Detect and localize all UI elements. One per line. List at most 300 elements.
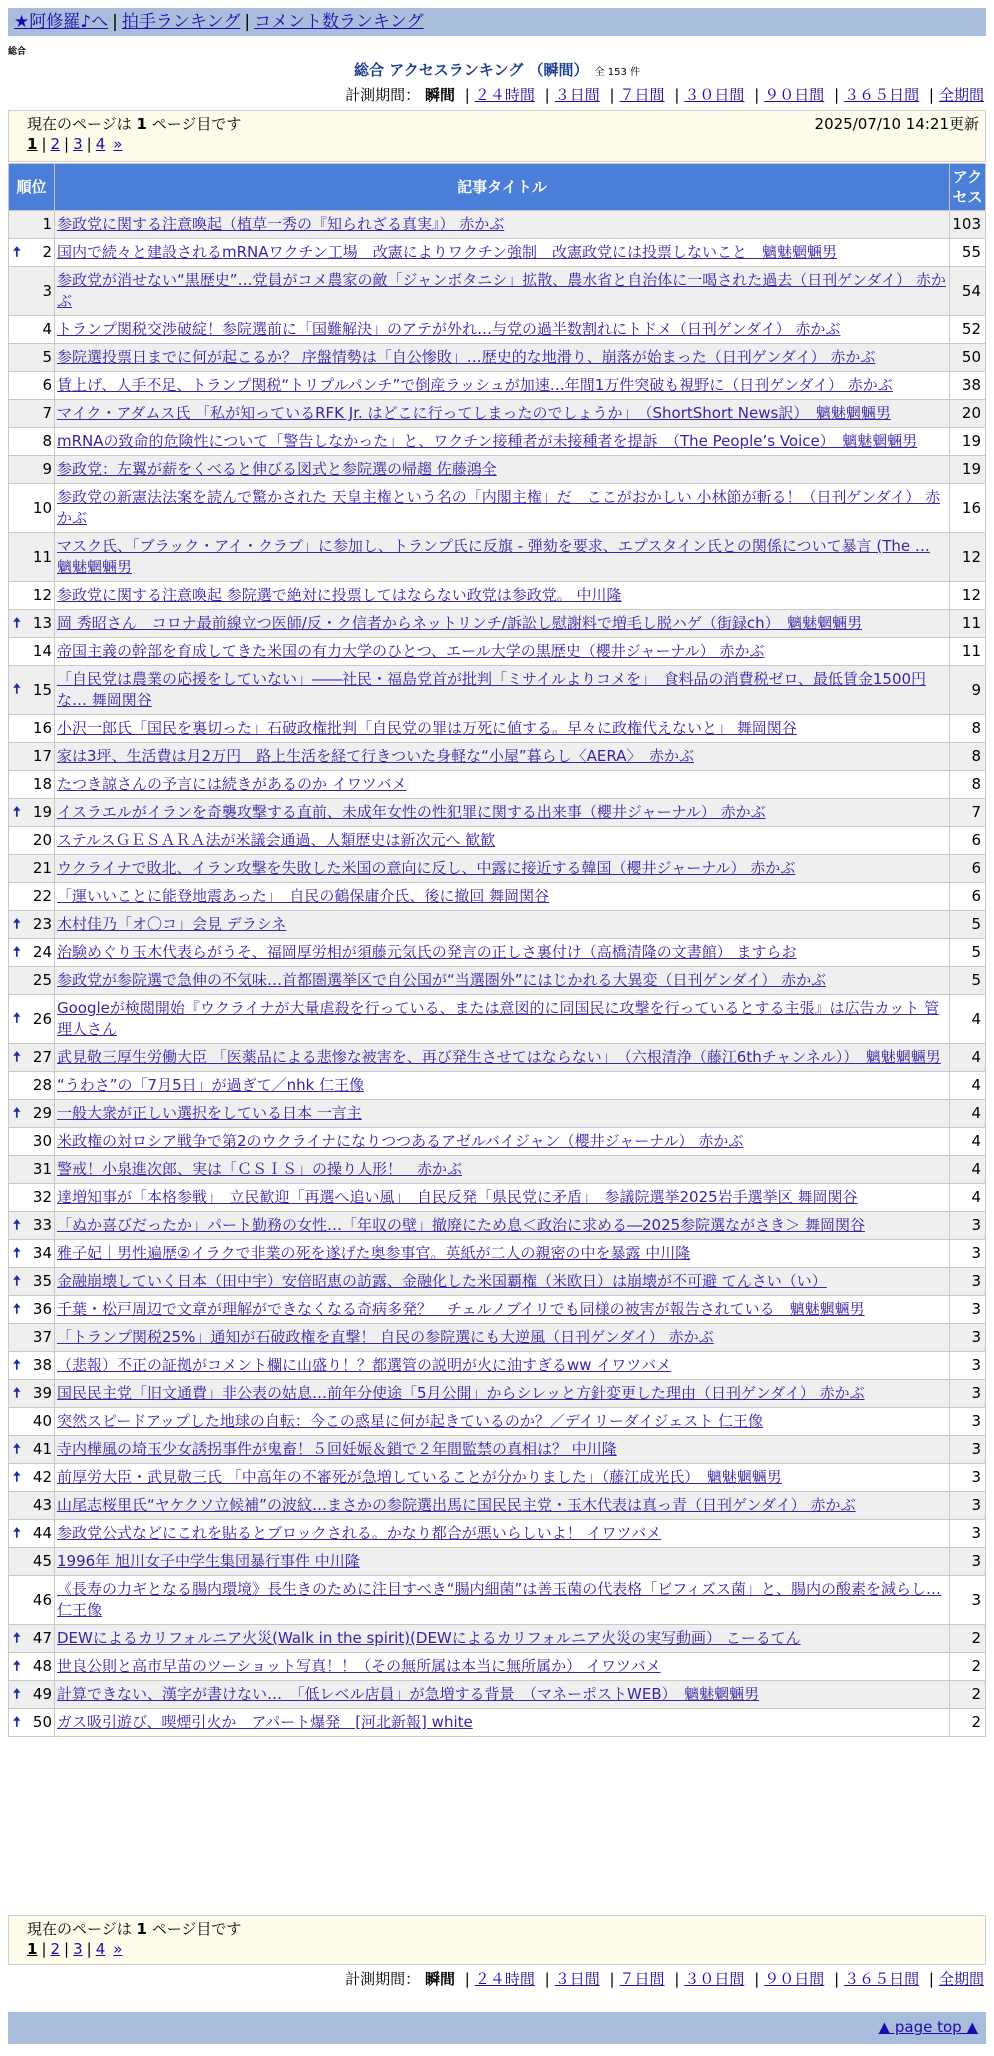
article-link[interactable]: 賃上げ、人手不足、トランプ関税“トリプルパンチ”で倒産ラッシュが加速…年間1万件突破も視野に（日刊ゲンダイ） 赤かぶ bbox=[57, 376, 893, 394]
article-link[interactable]: イスラエルがイランを奇襲攻撃する直前、未成年女性の性犯罪に関する出来事（櫻井ジャーナル） 赤かぶ bbox=[57, 803, 766, 821]
access-count: 4 bbox=[950, 1156, 986, 1184]
rank-up-arrow-icon: 🠅 bbox=[13, 1357, 21, 1373]
table-row bbox=[9, 239, 986, 267]
table-row bbox=[9, 743, 986, 771]
page-title: 総合 アクセスランキング （瞬間） bbox=[354, 61, 589, 79]
title-cell bbox=[55, 1184, 950, 1212]
nav-separator: | bbox=[244, 12, 251, 32]
pager-page-4-bottom[interactable]: 4 bbox=[95, 1940, 106, 1958]
comment-ranking-link[interactable]: コメント数ランキング bbox=[254, 12, 424, 32]
rank-number: 7 bbox=[42, 404, 52, 422]
rank-number: 21 bbox=[32, 859, 52, 877]
rank-cell bbox=[9, 239, 55, 267]
title-cell bbox=[55, 1352, 950, 1380]
rank-cell bbox=[9, 1296, 55, 1324]
rank-number: 17 bbox=[32, 747, 52, 765]
period-90d-link-bottom[interactable]: ９０日間 bbox=[764, 1970, 825, 1988]
access-count: 6 bbox=[950, 883, 986, 911]
table-row bbox=[9, 1268, 986, 1296]
article-link[interactable]: 参政党が参院選で急伸の不気味…首都圏選挙区で自公国が“当選圏外”にはじかれる大異変（日刊ゲンダイ） 赤かぶ bbox=[57, 971, 827, 989]
period-365d-link-bottom[interactable]: ３６５日間 bbox=[844, 1970, 920, 1988]
article-link[interactable]: マスク氏、「ブラック・アイ・クラブ」に参加し、トランプ氏に反旗 - 弾劾を要求、エプスタイン氏との関係について暴言 (The … 魑魅魍魎男 bbox=[57, 537, 930, 576]
title-cell bbox=[55, 372, 950, 400]
pager-top: 1 | 2 | 3 | 4 » bbox=[27, 135, 123, 153]
access-count: 3 bbox=[950, 1296, 986, 1324]
table-row bbox=[9, 1072, 986, 1100]
col-rank-header: 順位 bbox=[9, 164, 55, 211]
title-cell bbox=[55, 911, 950, 939]
rank-up-arrow-icon: 🠅 bbox=[13, 1441, 21, 1457]
access-count: 55 bbox=[950, 239, 986, 267]
pager-page-2[interactable]: 2 bbox=[50, 135, 61, 153]
home-link[interactable]: ★阿修羅♪へ bbox=[14, 12, 109, 32]
period-30d-link[interactable]: ３０日間 bbox=[684, 86, 745, 104]
title-cell bbox=[55, 1464, 950, 1492]
access-count: 4 bbox=[950, 1044, 986, 1072]
table-row bbox=[9, 827, 986, 855]
rank-cell bbox=[9, 610, 55, 638]
access-count: 2 bbox=[950, 1653, 986, 1681]
rank-number: 13 bbox=[32, 614, 52, 632]
rank-cell bbox=[9, 1128, 55, 1156]
rank-cell bbox=[9, 638, 55, 666]
title-cell bbox=[55, 799, 950, 827]
rank-cell bbox=[9, 743, 55, 771]
rank-number: 39 bbox=[32, 1384, 52, 1402]
article-link[interactable]: たつき諒さんの予言には続きがあるのか イワツバメ bbox=[57, 775, 407, 793]
table-row bbox=[9, 939, 986, 967]
access-count: 50 bbox=[950, 344, 986, 372]
article-link[interactable]: mRNAの致命的危険性について「警告しなかった」と、ワクチン接種者が未接種者を提訴 （The People’s Voice） 魑魅魍魎男 bbox=[57, 432, 918, 450]
access-count: 54 bbox=[950, 267, 986, 316]
rank-number: 18 bbox=[32, 775, 52, 793]
rank-number: 48 bbox=[32, 1657, 52, 1675]
table-row bbox=[9, 1653, 986, 1681]
rank-number: 47 bbox=[32, 1629, 52, 1647]
pager-page-3[interactable]: 3 bbox=[73, 135, 83, 153]
title-cell bbox=[55, 1380, 950, 1408]
rank-cell bbox=[9, 1072, 55, 1100]
rank-number: 30 bbox=[32, 1132, 52, 1150]
col-title-header: 記事タイトル bbox=[55, 164, 950, 211]
title-cell bbox=[55, 1156, 950, 1184]
rank-cell bbox=[9, 799, 55, 827]
article-link[interactable]: トランプ関税交渉破綻！参院選前に「国難解決」のアテが外れ…与党の過半数割れにトドメ（日刊ゲンダイ） 赤かぶ bbox=[57, 320, 841, 338]
access-count: 2 bbox=[950, 1681, 986, 1709]
article-link[interactable]: 米政権の対ロシア戦争で第2のウクライナになりつつあるアゼルバイジャン（櫻井ジャーナル） 赤かぶ bbox=[57, 1132, 744, 1150]
rank-up-arrow-icon: 🠅 bbox=[13, 1469, 21, 1485]
access-count: 8 bbox=[950, 771, 986, 799]
access-count: 3 bbox=[950, 1324, 986, 1352]
title-cell bbox=[55, 316, 950, 344]
period-3d-link[interactable]: ３日間 bbox=[554, 86, 600, 104]
rank-number: 9 bbox=[42, 460, 52, 478]
title-cell bbox=[55, 743, 950, 771]
rank-cell bbox=[9, 1464, 55, 1492]
table-row bbox=[9, 1044, 986, 1072]
article-link[interactable]: 参政党の新憲法法案を読んで驚かされた 天皇主権という名の「内閣主権」だ ここがおかしい 小林節が斬る！（日刊ゲンダイ） 赤かぶ bbox=[57, 488, 941, 527]
page-title-area bbox=[0, 60, 994, 83]
rank-number: 27 bbox=[32, 1048, 52, 1066]
article-link[interactable]: 武見敬三厚生労働大臣 「医薬品による悲惨な被害を、再び発生させてはならない」 （六根清浄（藤江6thチャンネル）） 魑魅魍魎男 bbox=[57, 1048, 941, 1066]
table-row bbox=[9, 533, 986, 582]
title-cell bbox=[55, 484, 950, 533]
rank-up-arrow-icon: 🠅 bbox=[13, 1714, 21, 1730]
rank-number: 11 bbox=[32, 547, 52, 566]
title-cell bbox=[55, 638, 950, 666]
article-link[interactable]: 家は3坪、生活費は月2万円 路上生活を経て行きついた身軽な“小屋”暮らし〈AERA〉 赤かぶ bbox=[57, 747, 694, 765]
access-count: 3 bbox=[950, 1520, 986, 1548]
rank-number: 32 bbox=[32, 1188, 52, 1206]
article-link[interactable]: “うわさ”の「7月5日」が過ぎて／nhk 仁王像 bbox=[57, 1076, 365, 1094]
table-row bbox=[9, 1492, 986, 1520]
pager-page-3-bottom[interactable]: 3 bbox=[73, 1940, 83, 1958]
title-cell bbox=[55, 344, 950, 372]
rank-cell bbox=[9, 1576, 55, 1625]
period-90d-link[interactable]: ９０日間 bbox=[764, 86, 825, 104]
title-cell bbox=[55, 827, 950, 855]
table-row bbox=[9, 267, 986, 316]
table-row bbox=[9, 1100, 986, 1128]
rank-up-arrow-icon: 🠅 bbox=[13, 1273, 21, 1289]
article-link[interactable]: 寺内樺風の埼玉少女誘拐事件が鬼畜！５回妊娠＆鎖で２年間監禁の真相は？ 中川隆 bbox=[57, 1440, 617, 1458]
article-link[interactable]: 一般大衆が正しい選択をしている日本 一言主 bbox=[57, 1104, 362, 1122]
access-count: 3 bbox=[950, 1212, 986, 1240]
article-link[interactable]: 小沢一郎氏「国民を裏切った」石破政権批判「自民党の罪は万死に値する。早々に政権代えないと」 舞岡関谷 bbox=[57, 719, 797, 737]
period-selector-top: 計測期間： 瞬間 | ２４時間 | ３日間 | ７日間 | ３０日間 | ９０日間 | ３６５日間 | 全期間 bbox=[345, 86, 984, 104]
access-count: 4 bbox=[950, 1072, 986, 1100]
rank-number: 38 bbox=[32, 1356, 52, 1374]
rank-number: 10 bbox=[32, 498, 52, 517]
access-count: 3 bbox=[950, 1380, 986, 1408]
title-cell bbox=[55, 939, 950, 967]
rank-up-arrow-icon: 🠅 bbox=[13, 1385, 21, 1401]
rank-number: 6 bbox=[42, 376, 52, 394]
period-7d-link-bottom[interactable]: ７日間 bbox=[619, 1970, 665, 1988]
article-link[interactable]: 岡 秀昭さん コロナ最前線立つ医師/反・ク信者からネットリンチ/訴訟し慰謝料で増毛し脱ハゲ（街録ch） 魑魅魍魎男 bbox=[57, 614, 863, 632]
rank-cell bbox=[9, 883, 55, 911]
rank-number: 25 bbox=[32, 971, 52, 989]
period-24h-link[interactable]: ２４時間 bbox=[474, 86, 535, 104]
rank-number: 33 bbox=[32, 1216, 52, 1234]
rank-up-arrow-icon: 🠅 bbox=[13, 244, 21, 260]
rank-up-arrow-icon: 🠅 bbox=[13, 916, 21, 932]
access-count: 3 bbox=[950, 1492, 986, 1520]
article-link[interactable]: DEWによるカリフォルニア火災(Walk in the spirit)(DEWによるカリフォルニア火災の実写動画） こーるてん bbox=[57, 1629, 801, 1647]
title-cell bbox=[55, 1268, 950, 1296]
access-count: 3 bbox=[950, 1352, 986, 1380]
page-info-top bbox=[8, 110, 986, 162]
period-all-link-bottom[interactable]: 全期間 bbox=[938, 1970, 984, 1988]
article-link[interactable]: 参政党公式などにこれを貼るとブロックされる。かなり都合が悪いらしいよ！ イワツバメ bbox=[57, 1524, 662, 1542]
period-24h-link-bottom[interactable]: ２４時間 bbox=[474, 1970, 535, 1988]
title-cell bbox=[55, 1520, 950, 1548]
article-link[interactable]: 警戒！小泉進次郎、実は「ＣＳＩＳ」の操り人形！ 赤かぶ bbox=[57, 1160, 463, 1178]
rank-up-arrow-icon: 🠅 bbox=[13, 1630, 21, 1646]
title-cell bbox=[55, 771, 950, 799]
article-link[interactable]: 雅子妃｜男性遍歴②イラクで非業の死を遂げた奥参事官。英紙が二人の親密の中を暴露 中川隆 bbox=[57, 1244, 691, 1262]
table-row bbox=[9, 400, 986, 428]
article-link[interactable]: 達増知事が「本格参戦」 立民歓迎「再選へ追い風」 自民反発「県民党に矛盾」 参議院選挙2025岩手選挙区 舞岡関谷 bbox=[57, 1188, 858, 1206]
article-link[interactable]: ウクライナで敗北、イラン攻撃を失敗した米国の意向に反し、中露に接近する韓国（櫻井ジャーナル） 赤かぶ bbox=[57, 859, 796, 877]
article-link[interactable]: 突然スピードアップした地球の自転：今この惑星に何が起きているのか？／デイリーダイジェスト 仁王像 bbox=[57, 1412, 764, 1430]
rank-cell bbox=[9, 456, 55, 484]
period-current: 瞬間 bbox=[424, 86, 455, 104]
rank-number: 3 bbox=[42, 281, 52, 300]
access-count: 11 bbox=[950, 638, 986, 666]
article-link[interactable]: 参政党に関する注意喚起 参院選で絶対に投票してはならない政党は参政党。 中川隆 bbox=[57, 586, 622, 604]
pager-current-bottom: 1 bbox=[27, 1940, 38, 1958]
access-count: 5 bbox=[950, 939, 986, 967]
table-row bbox=[9, 666, 986, 715]
rank-number: 15 bbox=[32, 680, 52, 699]
rank-cell bbox=[9, 372, 55, 400]
title-cell bbox=[55, 1044, 950, 1072]
table-row bbox=[9, 1296, 986, 1324]
access-count: 3 bbox=[950, 1464, 986, 1492]
updated-timestamp: 2025/07/10 14:21更新 bbox=[814, 115, 979, 133]
table-row bbox=[9, 372, 986, 400]
rank-cell bbox=[9, 582, 55, 610]
access-count: 11 bbox=[950, 610, 986, 638]
access-count: 52 bbox=[950, 316, 986, 344]
article-link[interactable]: 国民民主党「旧文通費」非公表の姑息…前年分使途「5月公開」からシレッと方針変更した理由（日刊ゲンダイ） 赤かぶ bbox=[57, 1384, 865, 1402]
access-count: 2 bbox=[950, 1625, 986, 1653]
pager-page-4[interactable]: 4 bbox=[95, 135, 106, 153]
table-row bbox=[9, 456, 986, 484]
rank-number: 50 bbox=[32, 1713, 52, 1731]
title-cell bbox=[55, 883, 950, 911]
rank-cell bbox=[9, 995, 55, 1044]
title-cell bbox=[55, 1625, 950, 1653]
article-link[interactable]: 参院選投票日までに何が起こるか？ 序盤情勢は「自公惨敗」…歴史的な地滑り、崩落が始まった（日刊ゲンダイ） 赤かぶ bbox=[57, 348, 876, 366]
article-link[interactable]: 1996年 旭川女子中学生集団暴行事件 中川隆 bbox=[57, 1552, 360, 1570]
title-cell bbox=[55, 1408, 950, 1436]
pager-next-bottom[interactable]: » bbox=[113, 1940, 123, 1958]
access-count: 12 bbox=[950, 533, 986, 582]
period-label-bottom: 計測期間： bbox=[345, 1970, 421, 1988]
rank-number: 8 bbox=[42, 432, 52, 450]
ranking-rows bbox=[9, 211, 986, 1737]
title-cell bbox=[55, 1212, 950, 1240]
rank-number: 26 bbox=[32, 1009, 52, 1028]
rank-number: 40 bbox=[32, 1412, 52, 1430]
rank-cell bbox=[9, 211, 55, 239]
table-row bbox=[9, 1576, 986, 1625]
article-link[interactable]: Googleが検閲開始『ウクライナが大量虐殺を行っている、または意図的に同国民に攻撃を行っているとする主張』は広告カット 管理人さん bbox=[57, 999, 940, 1038]
article-link[interactable]: 金融崩壊していく日本（田中宇）安倍昭恵の訪露、金融化した米国覇権（米欧日）は崩壊が不可避 てんさい（い） bbox=[57, 1272, 827, 1290]
period-all-link[interactable]: 全期間 bbox=[938, 86, 984, 104]
title-cell bbox=[55, 1681, 950, 1709]
table-row bbox=[9, 428, 986, 456]
table-row bbox=[9, 855, 986, 883]
rank-number: 19 bbox=[32, 803, 52, 821]
title-cell bbox=[55, 533, 950, 582]
rank-up-arrow-icon: 🠅 bbox=[13, 1525, 21, 1541]
rank-cell bbox=[9, 827, 55, 855]
rank-cell bbox=[9, 939, 55, 967]
rank-up-arrow-icon: 🠅 bbox=[13, 804, 21, 820]
title-cell bbox=[55, 1709, 950, 1737]
rank-number: 23 bbox=[32, 915, 52, 933]
article-link[interactable]: 参政党：左翼が薪をくべると伸びる図式と参院選の帰趨 佐藤鴻全 bbox=[57, 460, 497, 478]
access-count: 3 bbox=[950, 1548, 986, 1576]
rank-number: 45 bbox=[32, 1552, 52, 1570]
rank-number: 37 bbox=[32, 1328, 52, 1346]
rank-cell bbox=[9, 1352, 55, 1380]
rank-cell bbox=[9, 1240, 55, 1268]
article-link[interactable]: 「ぬか喜びだったか」パート勤務の女性…「年収の壁」撤廃にため息＜政治に求める―2025参院選ながさき＞ 舞岡関谷 bbox=[57, 1216, 865, 1234]
table-row bbox=[9, 1436, 986, 1464]
table-row bbox=[9, 1352, 986, 1380]
table-row bbox=[9, 1156, 986, 1184]
article-link[interactable]: 「トランプ関税25%」通知が石破政権を直撃！ 自民の参院選にも大逆風（日刊ゲンダイ） 赤かぶ bbox=[57, 1328, 714, 1346]
period-365d-link[interactable]: ３６５日間 bbox=[844, 86, 920, 104]
rank-cell bbox=[9, 1268, 55, 1296]
title-cell bbox=[55, 1240, 950, 1268]
article-link[interactable]: 世良公則と高市早苗のツーショット写真！！（その無所属は本当に無所属か） イワツバメ bbox=[57, 1657, 661, 1675]
rank-cell bbox=[9, 967, 55, 995]
category-label: 総合 bbox=[8, 47, 27, 57]
col-access-header: アクセス bbox=[950, 164, 986, 211]
article-link[interactable]: 計算できない、漢字が書けない… 「低レベル店員」が急増する背景 （マネーポストWEB） 魑魅魍魎男 bbox=[57, 1685, 760, 1703]
article-link[interactable]: 前厚労大臣・武見敬三氏 「中高年の不審死が急増していることが分かりました」（藤江成光氏） 魑魅魍魎男 bbox=[57, 1468, 782, 1486]
table-row bbox=[9, 1380, 986, 1408]
rank-number: 49 bbox=[32, 1685, 52, 1703]
period-3d-link-bottom[interactable]: ３日間 bbox=[554, 1970, 600, 1988]
access-count: 3 bbox=[950, 1240, 986, 1268]
period-label: 計測期間： bbox=[345, 86, 421, 104]
access-count: 8 bbox=[950, 715, 986, 743]
article-link[interactable]: 千葉・松戸周辺で文章が理解ができなくなる奇病多発？ チェルノブイリでも同様の被害が報告されている 魑魅魍魎男 bbox=[57, 1300, 865, 1318]
title-cell bbox=[55, 1576, 950, 1625]
rank-number: 20 bbox=[32, 831, 52, 849]
table-row bbox=[9, 1548, 986, 1576]
title-cell bbox=[55, 1296, 950, 1324]
access-count: 4 bbox=[950, 1184, 986, 1212]
article-link[interactable]: 《長寿の力ギとなる腸内環境》長生きのために注目すべき“腸内細菌”は善玉菌の代表格「ビフィズス菌」と、腸内の酸素を減らし… 仁王像 bbox=[57, 1580, 942, 1619]
table-row bbox=[9, 638, 986, 666]
rank-number: 4 bbox=[42, 320, 52, 338]
rank-number: 16 bbox=[32, 719, 52, 737]
page-info-bottom bbox=[8, 1915, 986, 1965]
rank-cell bbox=[9, 1212, 55, 1240]
title-cell bbox=[55, 855, 950, 883]
page-status: 現在のページは 1 ページ目です bbox=[27, 115, 242, 133]
article-link[interactable]: 木村佳乃「オ〇コ」会見 デラシネ bbox=[57, 915, 287, 933]
table-row bbox=[9, 1408, 986, 1436]
period-30d-link-bottom[interactable]: ３０日間 bbox=[684, 1970, 745, 1988]
access-count: 3 bbox=[950, 1268, 986, 1296]
rank-number: 42 bbox=[32, 1468, 52, 1486]
article-link[interactable]: マイク・アダムス氏 「私が知っているRFK Jr. はどこに行ってしまったのでしょうか」 （ShortShort News訳） 魑魅魍魎男 bbox=[57, 404, 891, 422]
rank-number: 34 bbox=[32, 1244, 52, 1262]
rank-cell bbox=[9, 1324, 55, 1352]
article-link[interactable]: ガス吸引遊び、喫煙引火か アパート爆発 [河北新報] white bbox=[57, 1713, 473, 1731]
pager-current: 1 bbox=[27, 135, 38, 153]
access-count: 19 bbox=[950, 456, 986, 484]
pager-page-2-bottom[interactable]: 2 bbox=[50, 1940, 61, 1958]
rank-up-arrow-icon: 🠅 bbox=[13, 615, 21, 631]
rank-cell bbox=[9, 1100, 55, 1128]
title-cell bbox=[55, 1436, 950, 1464]
article-link[interactable]: 「自民党は農業の応援をしていない」――社民・福島党首が批判「ミサイルよりコメを」 食料品の消費税ゼロ、最低賃金1500円な… 舞岡関谷 bbox=[57, 670, 927, 709]
rank-cell bbox=[9, 267, 55, 316]
title-cell bbox=[55, 967, 950, 995]
period-7d-link[interactable]: ７日間 bbox=[619, 86, 665, 104]
table-row bbox=[9, 484, 986, 533]
rank-cell bbox=[9, 1681, 55, 1709]
title-cell bbox=[55, 1324, 950, 1352]
table-row bbox=[9, 211, 986, 239]
applause-ranking-link[interactable]: 拍手ランキング bbox=[121, 12, 241, 32]
rank-cell bbox=[9, 1044, 55, 1072]
rank-number: 24 bbox=[32, 943, 52, 961]
rank-number: 41 bbox=[32, 1440, 52, 1458]
article-link[interactable]: 参政党に関する注意喚起（植草一秀の『知られざる真実』） 赤かぶ bbox=[57, 215, 505, 233]
table-row bbox=[9, 1464, 986, 1492]
pager-next[interactable]: » bbox=[113, 135, 123, 153]
rank-number: 22 bbox=[32, 887, 52, 905]
access-count: 4 bbox=[950, 995, 986, 1044]
period-selector-bottom: 計測期間： 瞬間 | ２４時間 | ３日間 | ７日間 | ３０日間 | ９０日間 | ３６５日間 | 全期間 bbox=[345, 1970, 984, 1988]
rank-up-arrow-icon: 🠅 bbox=[13, 1010, 21, 1027]
rank-number: 36 bbox=[32, 1300, 52, 1318]
title-cell bbox=[55, 211, 950, 239]
article-link[interactable]: 参政党が消せない“黒歴史”…党員がコメ農家の敵「ジャンボタニシ」拡散、農水省と自治体に一喝された過去（日刊ゲンダイ） 赤かぶ bbox=[57, 271, 946, 310]
table-row bbox=[9, 967, 986, 995]
article-link[interactable]: 治験めぐり玉木代表らがうそ、福岡厚労相が須藤元気氏の発言の正しさ裏付け（高橋清隆の文書館） ますらお bbox=[57, 943, 797, 961]
title-cell bbox=[55, 1548, 950, 1576]
article-link[interactable]: 「運いいことに能登地震あった」 自民の鶴保庸介氏、後に撤回 舞岡関谷 bbox=[57, 887, 550, 905]
rank-cell bbox=[9, 1380, 55, 1408]
rank-cell bbox=[9, 1653, 55, 1681]
rank-number: 44 bbox=[32, 1524, 52, 1542]
article-link[interactable]: ステルスＧＥＳＡＲＡ法が米議会通過、人類歴史は新次元へ 歓歓 bbox=[57, 831, 496, 849]
article-link[interactable]: 国内で続々と建設されるmRNAワクチン工場 改憲によりワクチン強制 改憲政党には投票しないこと 魑魅魍魎男 bbox=[57, 243, 838, 261]
access-count: 103 bbox=[950, 211, 986, 239]
rank-up-arrow-icon: 🠅 bbox=[13, 1301, 21, 1317]
access-count: 16 bbox=[950, 484, 986, 533]
rank-cell bbox=[9, 344, 55, 372]
rank-cell bbox=[9, 1709, 55, 1737]
rank-cell bbox=[9, 533, 55, 582]
access-count: 5 bbox=[950, 911, 986, 939]
title-cell bbox=[55, 428, 950, 456]
rank-cell bbox=[9, 1156, 55, 1184]
rank-cell bbox=[9, 400, 55, 428]
rank-cell bbox=[9, 1548, 55, 1576]
access-count: 3 bbox=[950, 1436, 986, 1464]
rank-up-arrow-icon: 🠅 bbox=[13, 1245, 21, 1261]
page-status-bottom: 現在のページは 1 ページ目です bbox=[27, 1920, 242, 1938]
rank-number: 35 bbox=[32, 1272, 52, 1290]
title-cell bbox=[55, 582, 950, 610]
title-cell bbox=[55, 1128, 950, 1156]
table-row bbox=[9, 883, 986, 911]
page-top-link[interactable]: ▲ page top ▲ bbox=[878, 2018, 978, 2036]
table-row bbox=[9, 995, 986, 1044]
article-link[interactable]: 帝国主義の幹部を育成してきた米国の有力大学のひとつ、エール大学の黒歴史（櫻井ジャーナル） 赤かぶ bbox=[57, 642, 765, 660]
access-count: 5 bbox=[950, 967, 986, 995]
rank-cell bbox=[9, 484, 55, 533]
title-cell bbox=[55, 1653, 950, 1681]
article-link[interactable]: （悲報）不正の証拠がコメント欄に山盛り！？都選管の説明が火に油すぎるww イワツバメ bbox=[57, 1356, 672, 1374]
rank-cell bbox=[9, 1436, 55, 1464]
table-header bbox=[9, 164, 986, 211]
article-link[interactable]: 山尾志桜里氏“ヤケクソ立候補”の波紋…まさかの参院選出馬に国民民主党・玉木代表は真っ青（日刊ゲンダイ） 赤かぶ bbox=[57, 1496, 856, 1514]
rank-number: 14 bbox=[32, 642, 52, 660]
